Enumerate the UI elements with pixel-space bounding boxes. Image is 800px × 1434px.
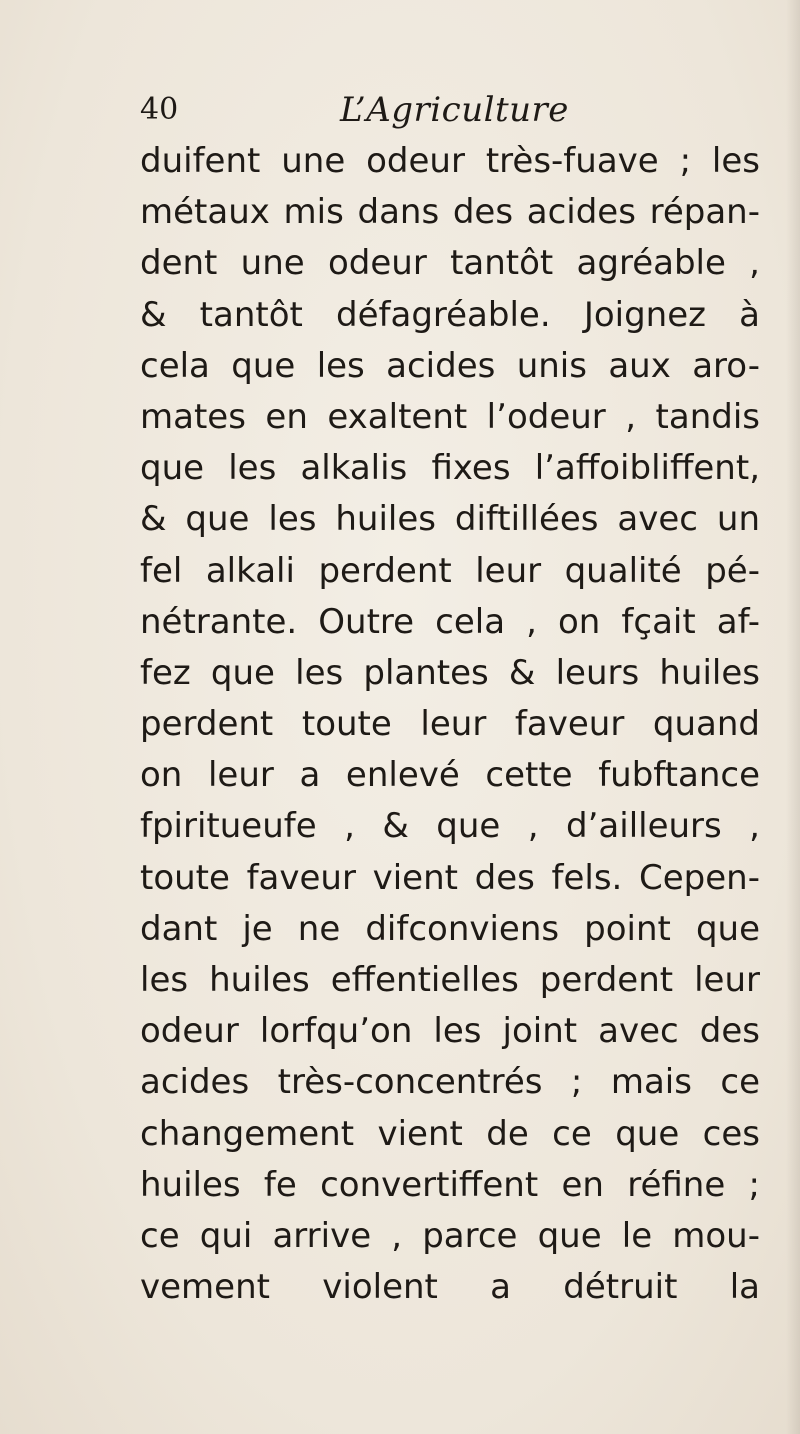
text-line: & tantôt défagréable. Joignez à <box>140 294 760 335</box>
text-line: fpiritueufe , & que , d’ailleurs , <box>140 806 760 847</box>
text-line: changement vient de ce que ces <box>140 1113 760 1154</box>
text-line: acides très-concentrés ; mais ce <box>140 1062 760 1103</box>
text-line: perdent toute leur faveur quand <box>140 704 760 745</box>
text-line: huiles fe convertiffent en réfine ; <box>140 1164 760 1205</box>
page-edge-shadow <box>786 0 800 1434</box>
text-line: nétrante. Outre cela , on fçait af- <box>140 601 760 642</box>
text-line: fez que les plantes & leurs huiles <box>140 652 760 693</box>
body-text <box>140 136 760 1313</box>
text-line: ce qui arrive , parce que le mou- <box>140 1215 760 1256</box>
text-line: toute faveur vient des fels. Cepen- <box>140 857 760 898</box>
page-header <box>140 88 760 138</box>
text-line: que les alkalis fixes l’affoibliffent, <box>140 448 760 489</box>
page-number: 40 <box>140 92 179 127</box>
running-title: L’Agriculture <box>340 90 569 130</box>
text-line: mates en exaltent l’odeur , tandis <box>140 396 760 437</box>
text-line: métaux mis dans des acides répan- <box>140 192 760 233</box>
text-line: fel alkali perdent leur qualité pé- <box>140 550 760 591</box>
text-line: vement violent a détruit la <box>140 1267 760 1308</box>
text-line: les huiles effentielles perdent leur <box>140 960 760 1000</box>
text-line: duifent une odeur très-fuave ; les <box>140 141 760 181</box>
text-line: odeur lorfqu’on les joint avec des <box>140 1011 760 1052</box>
text-line: dant je ne difconviens point que <box>140 908 760 949</box>
text-line: on leur a enlevé cette fubftance <box>140 755 760 796</box>
text-line: & que les huiles diftillées avec un <box>140 499 760 540</box>
text-line: dent une odeur tantôt agréable , <box>140 243 760 284</box>
text-line: cela que les acides unis aux aro- <box>140 345 760 386</box>
